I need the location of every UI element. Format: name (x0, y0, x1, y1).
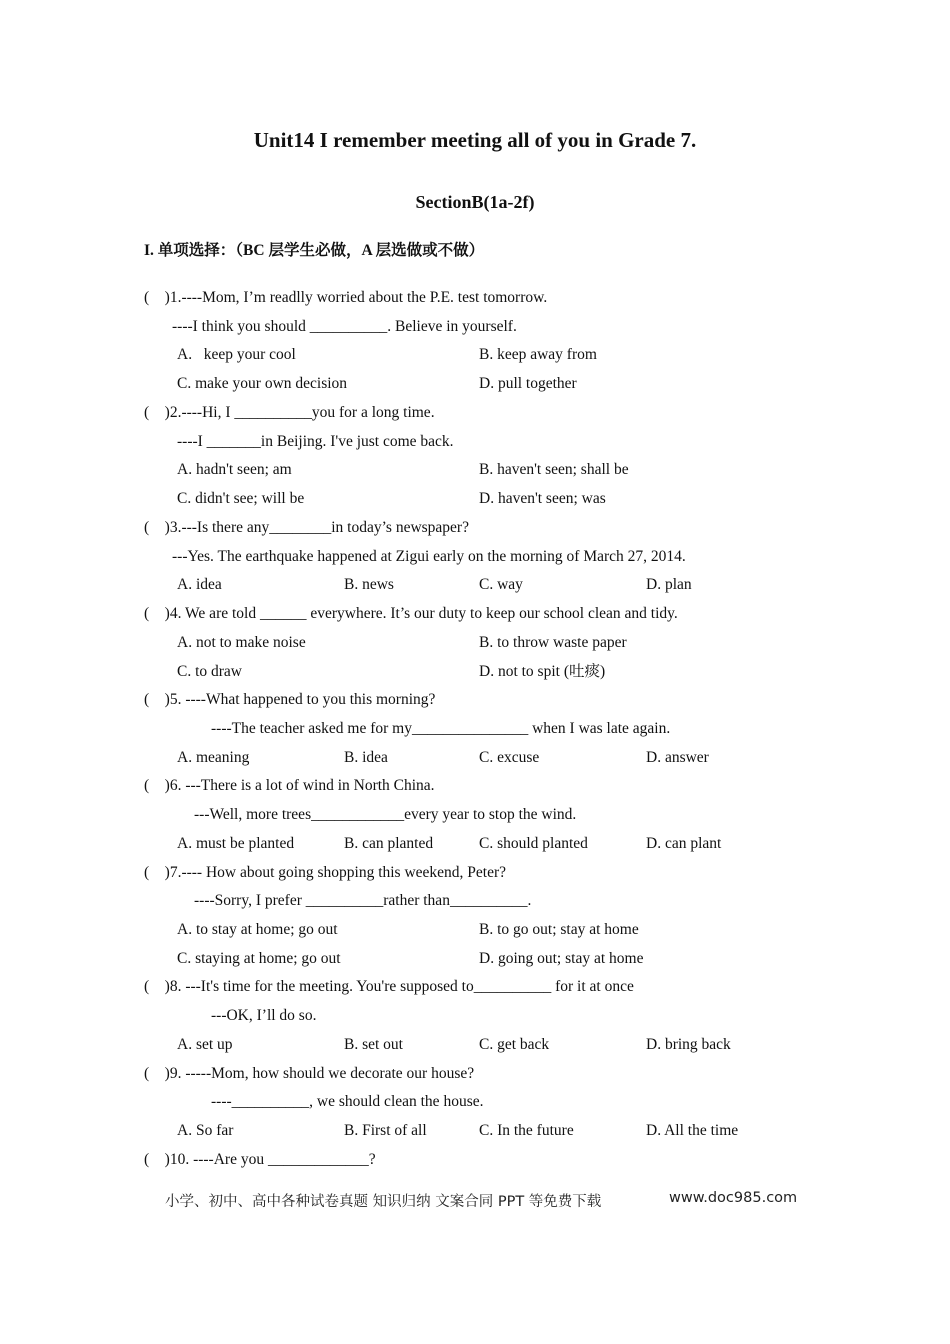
question-1-reply: ----I think you should __________. Believe in yourself. (172, 318, 517, 335)
question-3-stem: ( )3.---Is there any________in today’s newspaper? (144, 519, 469, 536)
question-8-option-b: B. set out (344, 1036, 403, 1053)
question-4-stem: ( )4. We are told ______ everywhere. It’s our duty to keep our school clean and tidy. (144, 605, 678, 622)
question-7-option-d: D. going out; stay at home (479, 950, 644, 967)
question-9-option-c: C. In the future (479, 1122, 574, 1139)
question-6-reply: ---Well, more trees____________every year to stop the wind. (194, 806, 577, 823)
question-5-option-a: A. meaning (177, 749, 250, 766)
question-7-option-b: B. to go out; stay at home (479, 921, 639, 938)
question-4-option-b: B. to throw waste paper (479, 634, 627, 651)
question-1-option-a: A. keep your cool (177, 346, 296, 363)
question-1-option-b: B. keep away from (479, 346, 597, 363)
question-6-option-d: D. can plant (646, 835, 722, 852)
question-3-option-b: B. news (344, 576, 394, 593)
question-1-stem: ( )1.----Mom, I’m readlly worried about the P.E. test tomorrow. (144, 289, 548, 306)
section-subtitle: SectionB(1a-2f) (415, 192, 535, 212)
section-heading: I. 单项选择：（BC 层学生必做，A 层选做或不做） (144, 242, 485, 259)
question-1-option-c: C. make your own decision (177, 375, 348, 392)
question-9-option-d: D. All the time (646, 1122, 739, 1139)
question-6-option-a: A. must be planted (177, 835, 295, 852)
question-2-stem: ( )2.----Hi, I __________you for a long time. (144, 404, 435, 421)
question-2-reply: ----I _______in Beijing. I've just come back. (177, 433, 454, 450)
question-8-stem: ( )8. ---It's time for the meeting. You're supposed to__________ for it at once (144, 978, 634, 995)
question-9-reply: ----__________, we should clean the house. (211, 1093, 484, 1110)
question-4-option-a: A. not to make noise (177, 634, 306, 651)
question-9-stem: ( )9. -----Mom, how should we decorate our house? (144, 1065, 475, 1082)
question-8-reply: ---OK, I’ll do so. (211, 1007, 317, 1024)
question-7-stem: ( )7.---- How about going shopping this weekend, Peter? (144, 864, 507, 881)
question-6-stem: ( )6. ---There is a lot of wind in North China. (144, 777, 435, 794)
question-8-option-c: C. get back (479, 1036, 550, 1053)
footer-url: www.doc985.com (669, 1190, 798, 1206)
question-9-option-b: B. First of all (344, 1122, 427, 1139)
question-2-option-c: C. didn't see; will be (177, 490, 305, 507)
footer-text: 小学、初中、高中各种试卷真题 知识归纳 文案合同 PPT 等免费下载 (165, 1194, 602, 1210)
question-8-option-d: D. bring back (646, 1036, 731, 1053)
question-5-reply: ----The teacher asked me for my_______________ when I was late again. (211, 720, 671, 737)
question-3-option-c: C. way (479, 576, 523, 593)
question-10-stem: ( )10. ----Are you _____________? (144, 1151, 376, 1168)
question-8-option-a: A. set up (177, 1036, 233, 1053)
question-7-reply: ----Sorry, I prefer __________rather than__________. (194, 892, 532, 909)
question-6-option-c: C. should planted (479, 835, 588, 852)
question-4-option-c: C. to draw (177, 663, 243, 680)
question-2-option-d: D. haven't seen; was (479, 490, 606, 507)
question-2-option-a: A. hadn't seen; am (177, 461, 292, 478)
question-4-option-d: D. not to spit (吐痰) (479, 663, 606, 680)
question-6-option-b: B. can planted (344, 835, 434, 852)
question-5-option-b: B. idea (344, 749, 388, 766)
page-title: Unit14 I remember meeting all of you in Grade 7. (253, 128, 697, 152)
question-1-option-d: D. pull together (479, 375, 577, 392)
question-5-option-d: D. answer (646, 749, 709, 766)
question-7-option-c: C. staying at home; go out (177, 950, 341, 967)
question-3-option-d: D. plan (646, 576, 692, 593)
question-3-option-a: A. idea (177, 576, 222, 593)
question-2-option-b: B. haven't seen; shall be (479, 461, 629, 478)
question-3-reply: ---Yes. The earthquake happened at Zigui early on the morning of March 27, 2014. (172, 548, 686, 565)
question-5-stem: ( )5. ----What happened to you this morning? (144, 691, 436, 708)
question-5-option-c: C. excuse (479, 749, 540, 766)
question-7-option-a: A. to stay at home; go out (177, 921, 338, 938)
question-9-option-a: A. So far (177, 1122, 234, 1139)
